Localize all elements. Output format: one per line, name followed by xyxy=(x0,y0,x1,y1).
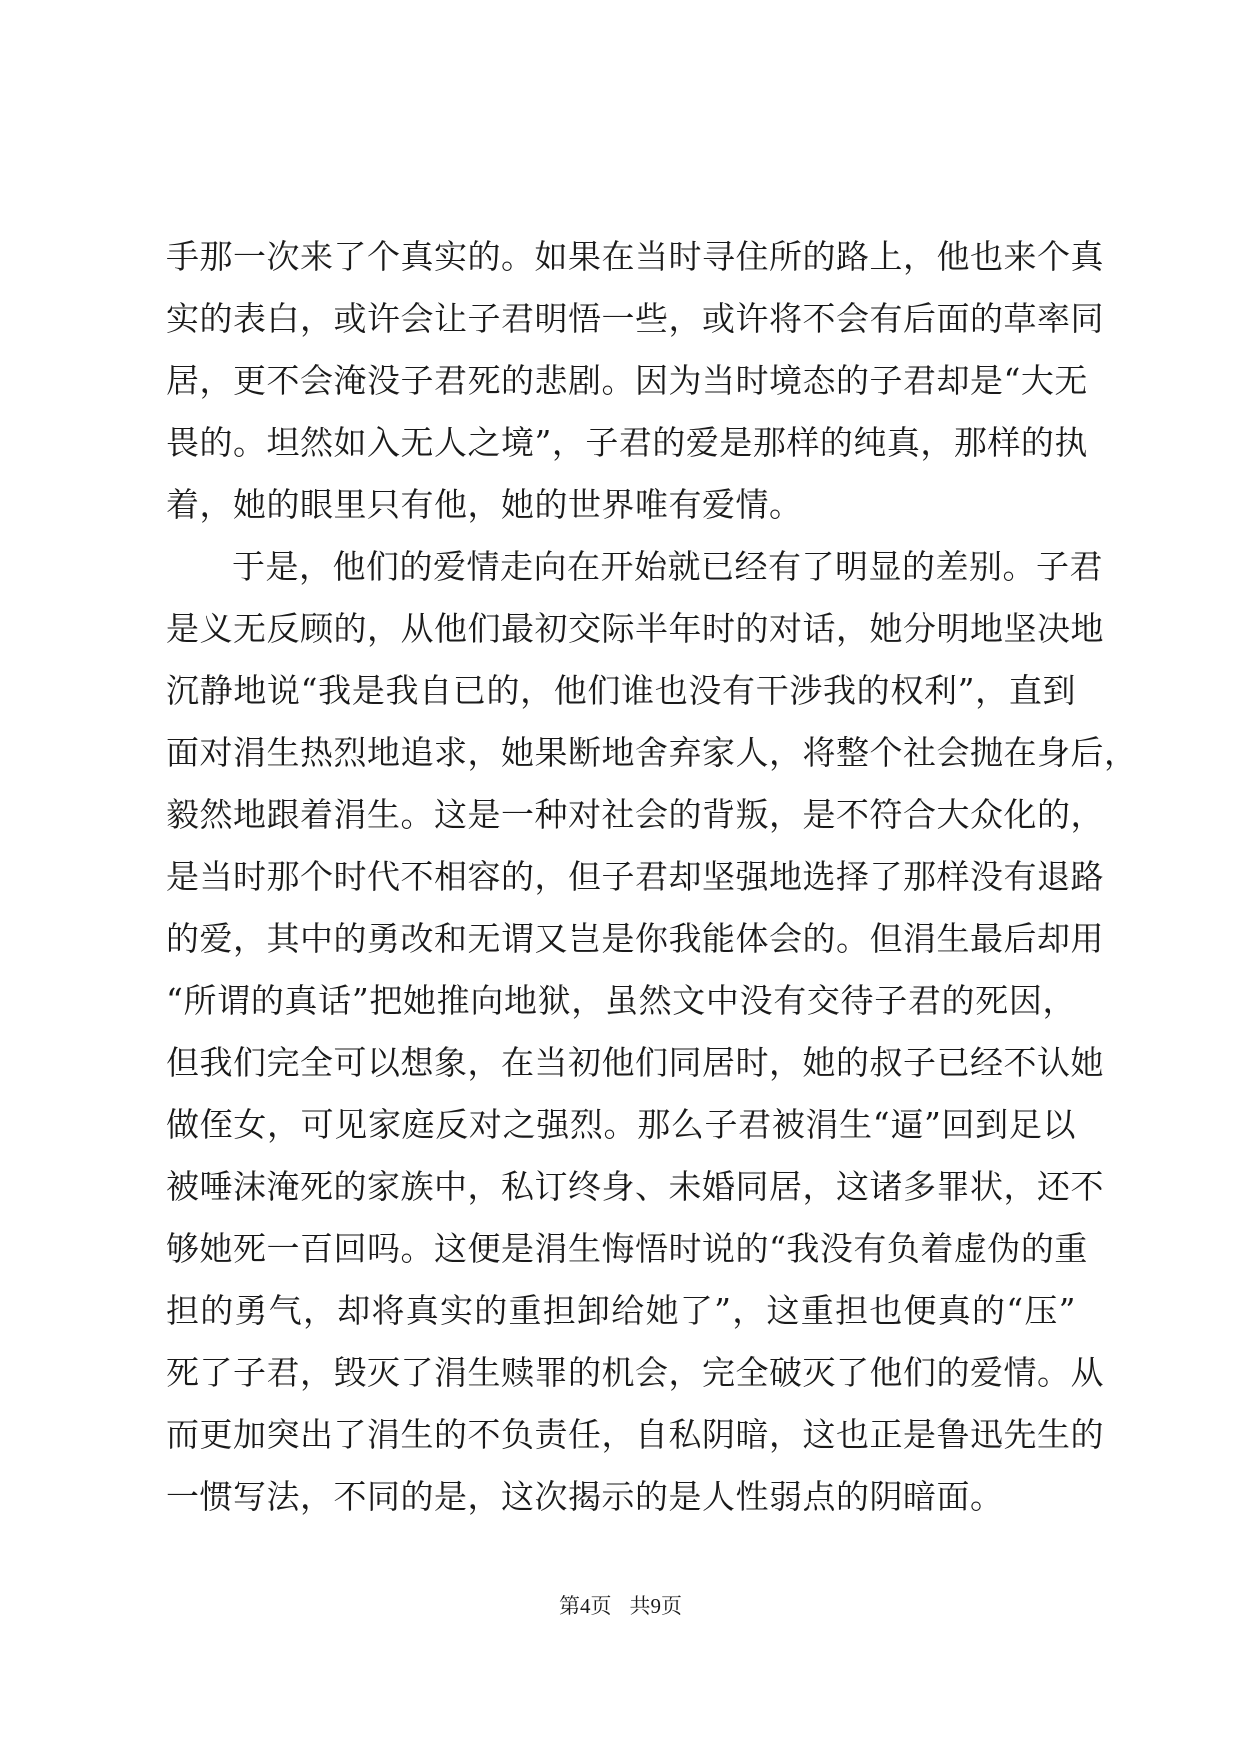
text-line: 一惯写法，不同的是，这次揭示的是人性弱点的阴暗面。 xyxy=(166,1477,1004,1516)
text-line: 着，她的眼里只有他，她的世界唯有爱情。 xyxy=(166,485,803,524)
text-line: 是义无反顾的，从他们最初交际半年时的对话，她分明地坚决地 xyxy=(166,609,1104,648)
text-line: 被唾沫淹死的家族中，私订终身、未婚同居，这诸多罪状，还不 xyxy=(166,1167,1104,1206)
body-text xyxy=(166,226,1138,1528)
text-line: 但我们完全可以想象，在当初他们同居时，她的叔子已经不认她 xyxy=(166,1043,1104,1082)
text-line: 是当时那个时代不相容的，但子君却坚强地选择了那样没有退路 xyxy=(166,857,1104,896)
text-line: 的爱，其中的勇改和无谓又岂是你我能体会的。但涓生最后却用 xyxy=(166,919,1104,958)
text-line: 沉静地说“我是我自已的，他们谁也没有干涉我的权利”，直到 xyxy=(166,671,1076,710)
text-line: 担的勇气，却将真实的重担卸给她了”，这重担也便真的“压” xyxy=(166,1291,1076,1330)
text-line: 畏的。坦然如入无人之境”，子君的爱是那样的纯真，那样的执 xyxy=(166,423,1088,462)
page-footer xyxy=(0,1590,1241,1620)
text-line: “所谓的真话”把她推向地狱，虽然文中没有交待子君的死因， xyxy=(166,981,1076,1020)
text-line: 毅然地跟着涓生。这是一种对社会的背叛，是不符合大众化的， xyxy=(166,795,1104,834)
text-line: 手那一次来了个真实的。如果在当时寻住所的路上，他也来个真 xyxy=(166,237,1104,276)
text-line: 够她死一百回吗。这便是涓生悔悟时说的“我没有负着虚伪的重 xyxy=(166,1229,1088,1268)
text-line: 居，更不会淹没子君死的悲剧。因为当时境态的子君却是“大无 xyxy=(166,361,1088,400)
text-line: 面对涓生热烈地追求，她果断地舍弃家人，将整个社会抛在身后， xyxy=(166,733,1138,772)
page-number: 第4页 xyxy=(559,1594,612,1618)
text-line: 实的表白，或许会让子君明悟一些，或许将不会有后面的草率同 xyxy=(166,299,1104,338)
paragraph-first-line: 于是，他们的爱情走向在开始就已经有了明显的差别。子君 xyxy=(232,547,1103,586)
page-total: 共9页 xyxy=(629,1594,682,1618)
text-line: 而更加突出了涓生的不负责任，自私阴暗，这也正是鲁迅先生的 xyxy=(166,1415,1104,1454)
text-line: 死了子君，毁灭了涓生赎罪的机会，完全破灭了他们的爱情。从 xyxy=(166,1353,1104,1392)
text-line: 做侄女，可见家庭反对之强烈。那么子君被涓生“逼”回到足以 xyxy=(166,1105,1076,1144)
